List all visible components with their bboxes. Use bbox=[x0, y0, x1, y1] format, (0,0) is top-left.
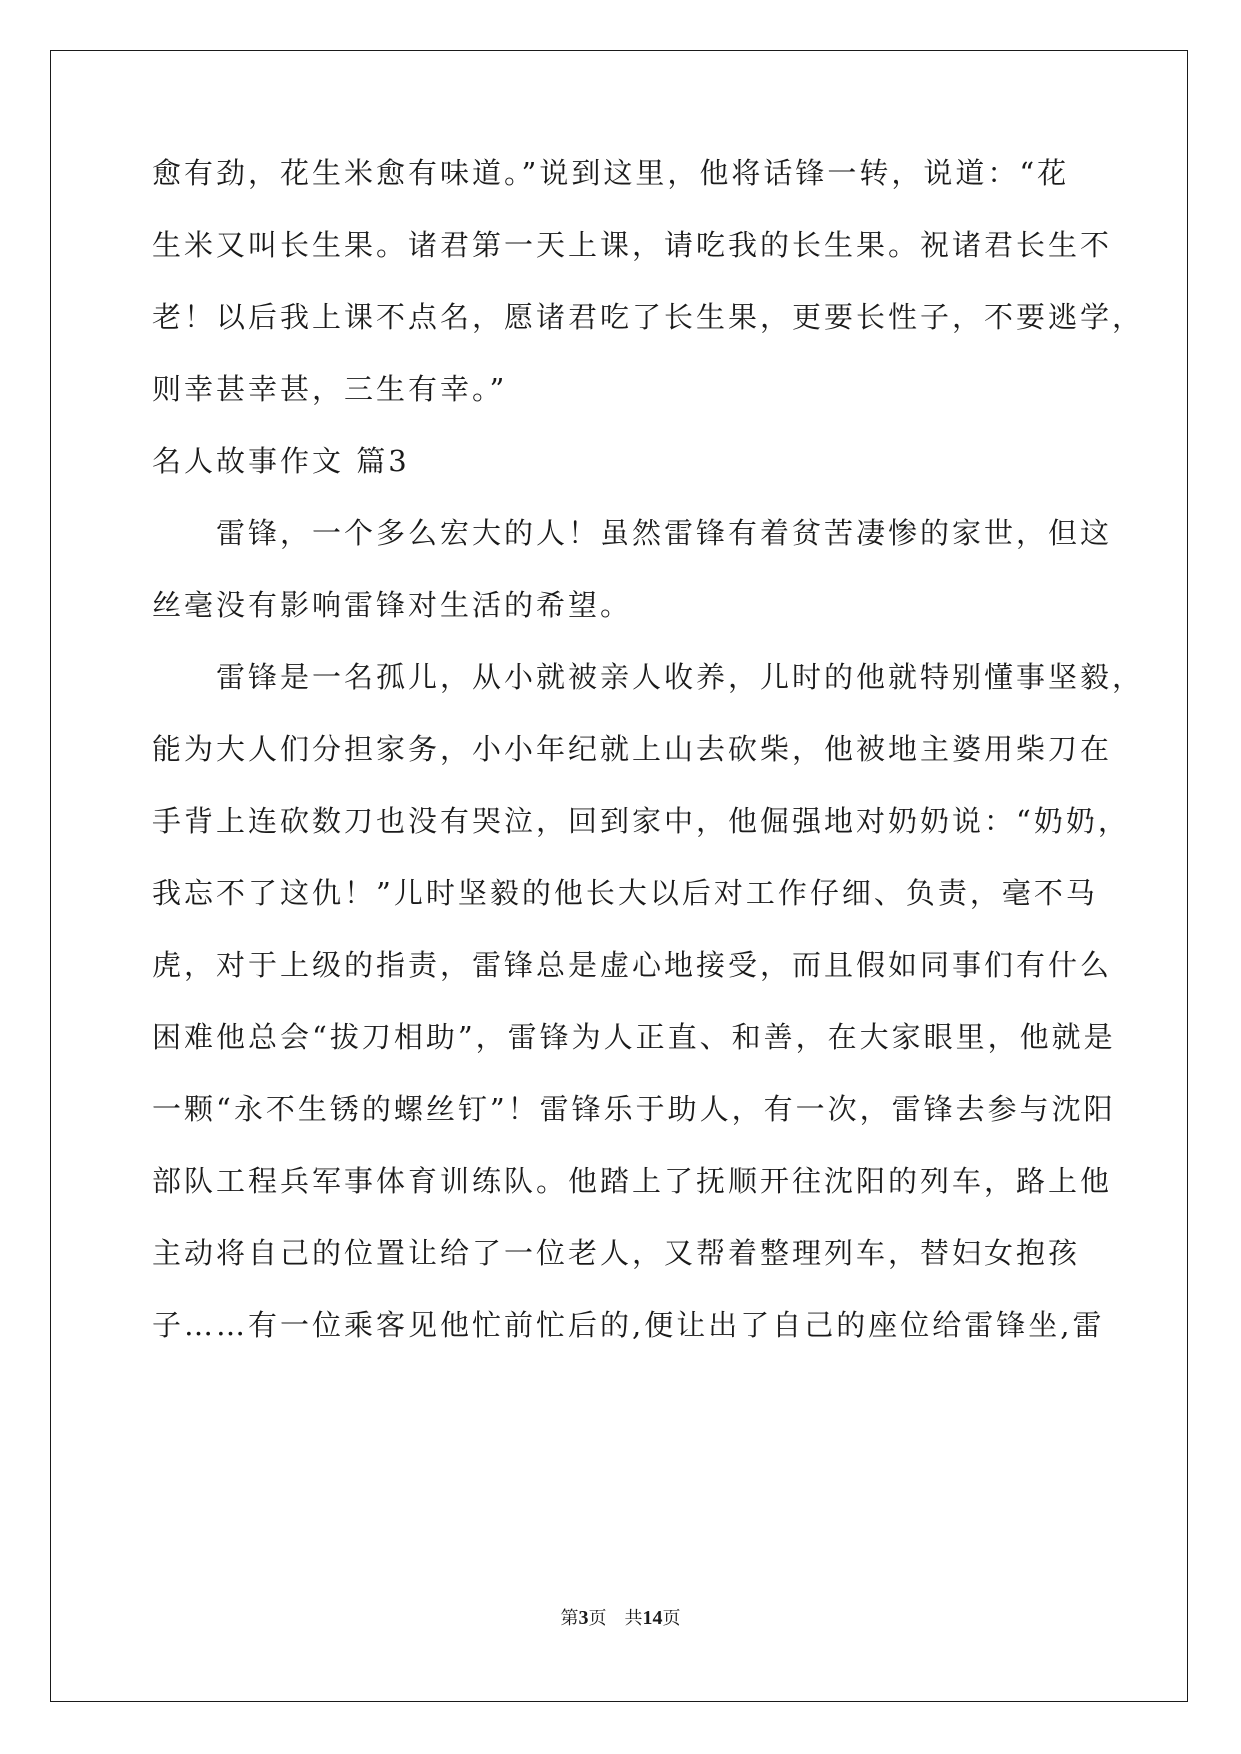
text-line: 丝毫没有影响雷锋对生活的希望。 bbox=[152, 588, 633, 622]
text-line: 困难他总会“拔刀相助”，雷锋为人正直、和善，在大家眼里，他就是 bbox=[152, 1020, 1116, 1054]
text-line: 一颗“永不生锈的螺丝钉”！雷锋乐于助人，有一次，雷锋去参与沈阳 bbox=[152, 1092, 1116, 1126]
footer-total-suffix: 页 bbox=[662, 1608, 681, 1629]
text-line: 手背上连砍数刀也没有哭泣，回到家中，他倔强地对奶奶说：“奶奶， bbox=[152, 804, 1130, 838]
text-line: 雷锋，一个多么宏大的人！虽然雷锋有着贫苦凄惨的家世，但这 bbox=[216, 516, 1113, 550]
text-line: 子……有一位乘客见他忙前忙后的,便让出了自己的座位给雷锋坐,雷 bbox=[152, 1308, 1105, 1342]
footer-page-prefix: 第 bbox=[560, 1608, 579, 1629]
text-line: 雷锋是一名孤儿，从小就被亲人收养，儿时的他就特别懂事坚毅， bbox=[216, 660, 1145, 694]
text-line: 能为大人们分担家务，小小年纪就上山去砍柴，他被地主婆用柴刀在 bbox=[152, 732, 1113, 766]
text-line: 我忘不了这仇！”儿时坚毅的他长大以后对工作仔细、负责，毫不马 bbox=[152, 876, 1098, 910]
text-line: 生米又叫长生果。诸君第一天上课，请吃我的长生果。祝诸君长生不 bbox=[152, 228, 1113, 262]
text-line: 部队工程兵军事体育训练队。他踏上了抚顺开往沈阳的列车，路上他 bbox=[152, 1164, 1113, 1198]
text-line: 则幸甚幸甚，三生有幸。” bbox=[152, 372, 508, 406]
footer-page-suffix: 页 bbox=[588, 1608, 607, 1629]
text-line: 主动将自己的位置让给了一位老人，又帮着整理列车，替妇女抱孩 bbox=[152, 1236, 1081, 1270]
footer-total-prefix: 共 bbox=[624, 1608, 643, 1629]
text-line: 虎，对于上级的指责，雷锋总是虚心地接受，而且假如同事们有什么 bbox=[152, 948, 1113, 982]
page-footer bbox=[0, 1604, 1241, 1630]
text-line: 老！以后我上课不点名，愿诸君吃了长生果，更要长性子，不要逃学， bbox=[152, 300, 1145, 334]
text-line: 愈有劲，花生米愈有味道。”说到这里，他将话锋一转，说道：“花 bbox=[152, 156, 1070, 190]
footer-total-number: 14 bbox=[642, 1607, 663, 1629]
footer-page-number: 3 bbox=[578, 1607, 589, 1629]
section-heading: 名人故事作文 篇3 bbox=[152, 444, 410, 478]
